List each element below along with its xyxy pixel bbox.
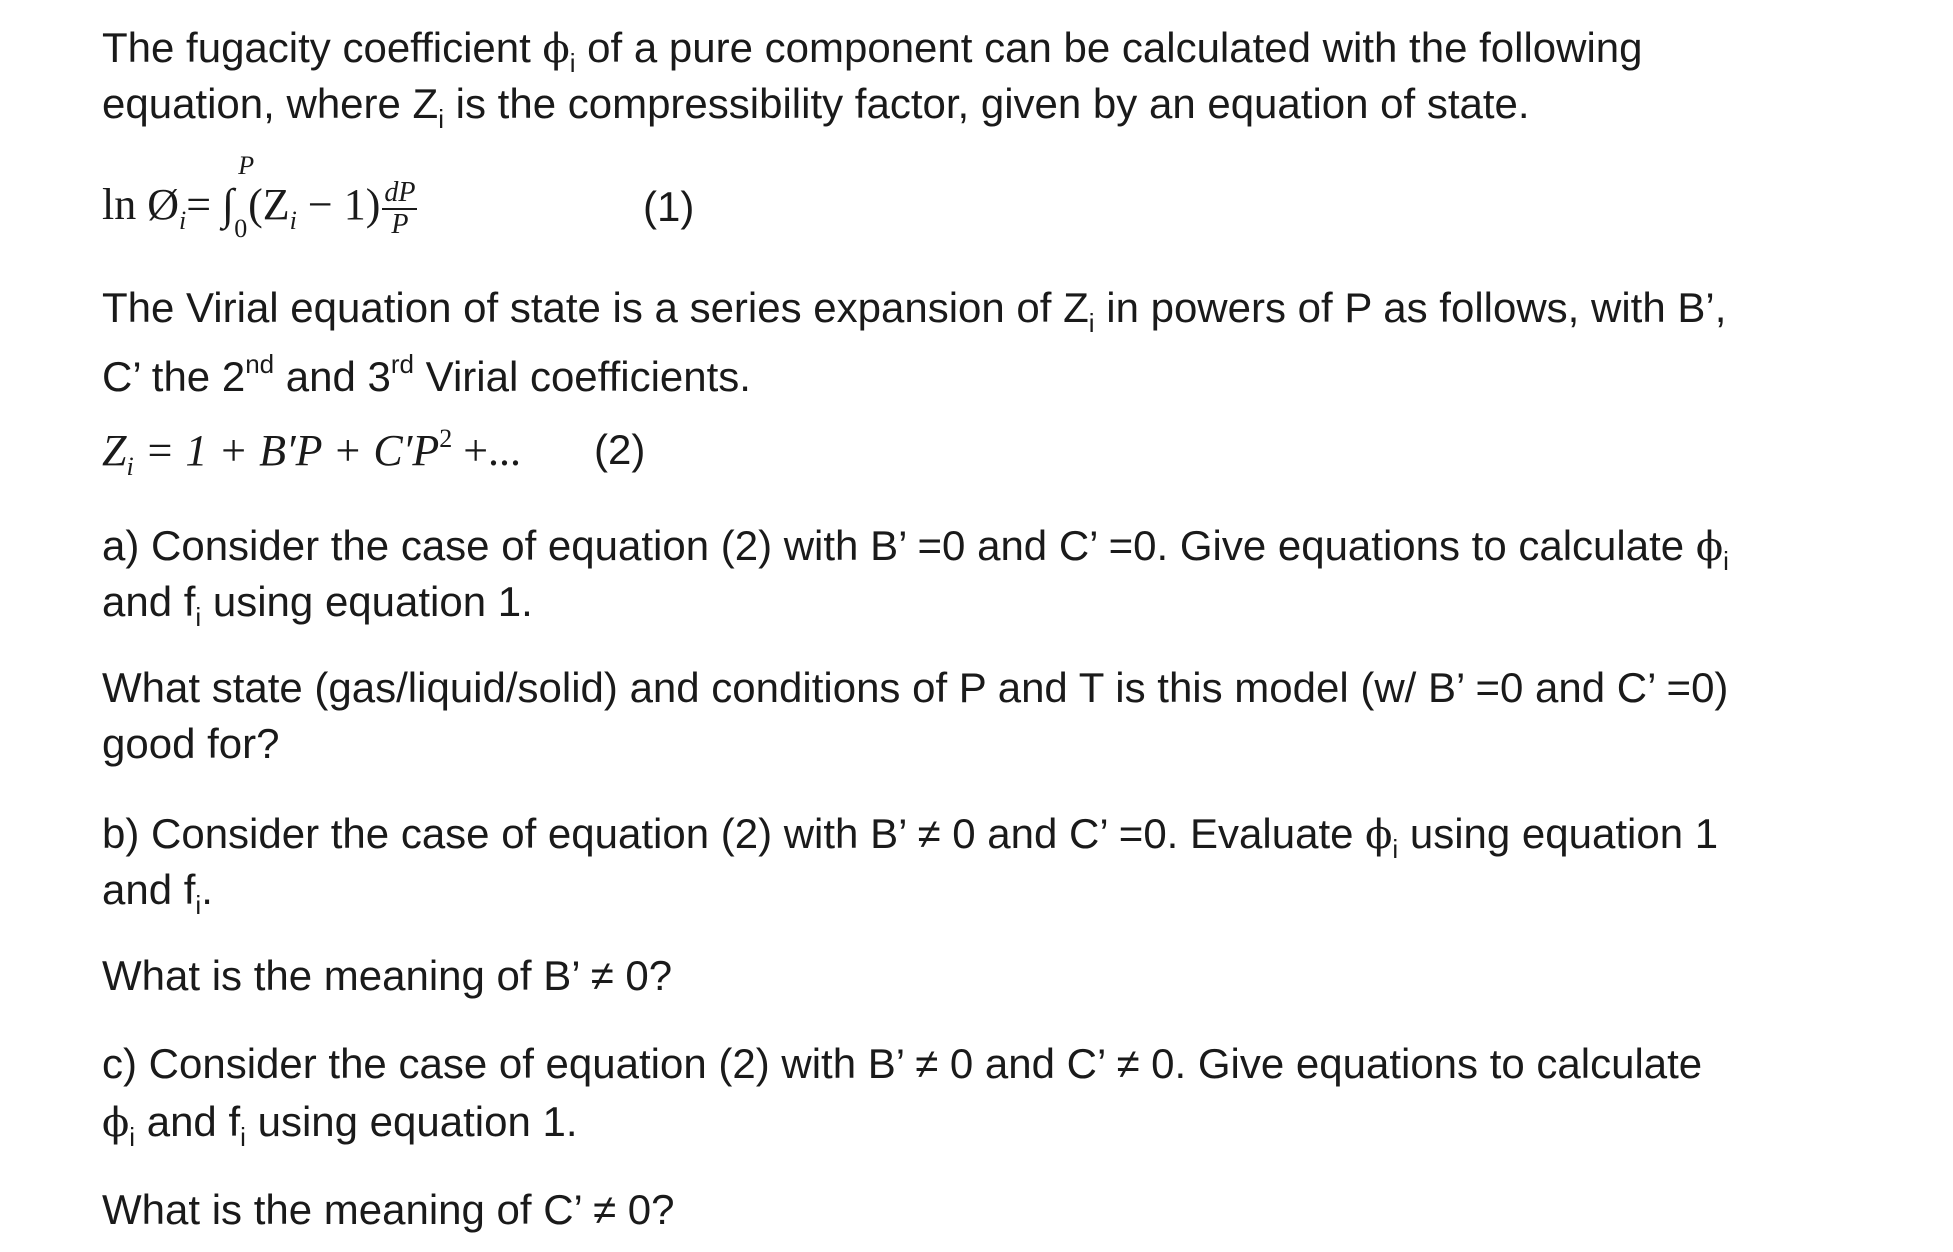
superscript-nd: nd <box>245 349 275 379</box>
question-b-line-1 <box>102 806 1718 877</box>
question-c-meaning <box>102 1182 674 1238</box>
question-a-state-line-2 <box>102 716 279 772</box>
phi-symbol: ϕ <box>1365 812 1393 858</box>
integral <box>186 151 255 244</box>
equation-2-number: (2) <box>594 426 646 473</box>
subscript-i: i <box>195 602 202 632</box>
text-span: good for? <box>102 720 280 767</box>
integral-upper-limit: P <box>238 151 255 181</box>
intro-line-2 <box>102 76 1530 147</box>
subscript-i: i <box>129 1122 136 1152</box>
equation-1 <box>102 151 417 244</box>
equation-2-body: = 1 + B′P + C′P <box>133 426 440 475</box>
subscript-i: i <box>569 48 576 78</box>
fraction-dp-over-p <box>382 178 417 240</box>
text-span: What is the meaning of B’ ≠ 0? <box>102 952 673 999</box>
text-span: C’ the 2 <box>102 353 246 400</box>
integral-sign: = ∫ <box>186 180 235 230</box>
subscript-i: i <box>1723 546 1729 576</box>
subscript-i: i <box>438 104 444 134</box>
equation-1-number: (1) <box>643 183 695 230</box>
integrand-close: − 1) <box>296 180 381 230</box>
text-span: and f <box>102 866 196 913</box>
integral-lower-limit: 0 <box>234 214 248 244</box>
question-a-state-line-1 <box>102 660 1728 716</box>
equation-2 <box>102 424 521 482</box>
subscript-i: i <box>126 452 134 481</box>
fraction-denominator: P <box>391 209 409 240</box>
z-symbol: Z <box>102 426 127 475</box>
fraction-numerator: dP <box>384 177 416 208</box>
subscript-i: i <box>289 206 297 236</box>
text-span: of a pure component can be calculated with the following <box>575 24 1643 71</box>
question-a-line-2 <box>102 574 533 645</box>
text-span: c) Consider the case of equation (2) with B’ ≠ 0 and C’ ≠ 0. Give equations to calculate <box>102 1040 1703 1087</box>
text-span: a) Consider the case of equation (2) with B’ =0 and C’ =0. Give equations to calculate <box>102 522 1696 569</box>
question-c-line-2 <box>102 1094 578 1165</box>
text-span: What state (gas/liquid/solid) and conditions of P and T is this model (w/ B’ =0 and C’ =0) <box>102 664 1729 711</box>
ln-phi: ln Ø <box>102 180 179 230</box>
text-span: in powers of P as follows, with B’, <box>1094 284 1727 331</box>
phi-symbol: ϕ <box>1695 524 1724 570</box>
superscript-rd: rd <box>390 349 415 379</box>
text-span: . <box>201 866 213 913</box>
text-span: and f <box>135 1098 241 1145</box>
text-span: The Virial equation of state is a series expansion of Z <box>102 284 1089 331</box>
text-span: using equation 1. <box>201 578 533 625</box>
text-span: and 3 <box>274 353 391 400</box>
text-span: equation, where Z <box>102 80 439 127</box>
phi-symbol: ϕ <box>542 26 570 72</box>
subscript-i: i <box>1088 308 1095 338</box>
subscript-i: i <box>240 1122 246 1152</box>
subscript-i: i <box>1392 834 1399 864</box>
phi-symbol: ϕ <box>102 1100 130 1146</box>
text-span: and f <box>102 578 196 625</box>
text-span: What is the meaning of C’ ≠ 0? <box>102 1186 675 1233</box>
subscript-i: i <box>179 206 187 236</box>
text-span: The fugacity coefficient <box>102 24 543 71</box>
subscript-i: i <box>195 890 202 920</box>
virial-line-2 <box>102 336 751 405</box>
text-span: using equation 1. <box>245 1098 578 1145</box>
question-b-meaning <box>102 948 672 1004</box>
equation-2-tail: +... <box>452 426 522 475</box>
question-c-line-1 <box>102 1036 1702 1092</box>
text-span: using equation 1 <box>1398 810 1719 857</box>
text-span: is the compressibility factor, given by an equation of state. <box>444 80 1530 127</box>
text-span: Virial coefficients. <box>414 353 751 400</box>
integrand-open: (Z <box>248 180 290 230</box>
question-b-line-2 <box>102 862 213 933</box>
superscript-2: 2 <box>439 424 453 453</box>
text-span: b) Consider the case of equation (2) with B’ ≠ 0 and C’ =0. Evaluate <box>102 810 1366 857</box>
